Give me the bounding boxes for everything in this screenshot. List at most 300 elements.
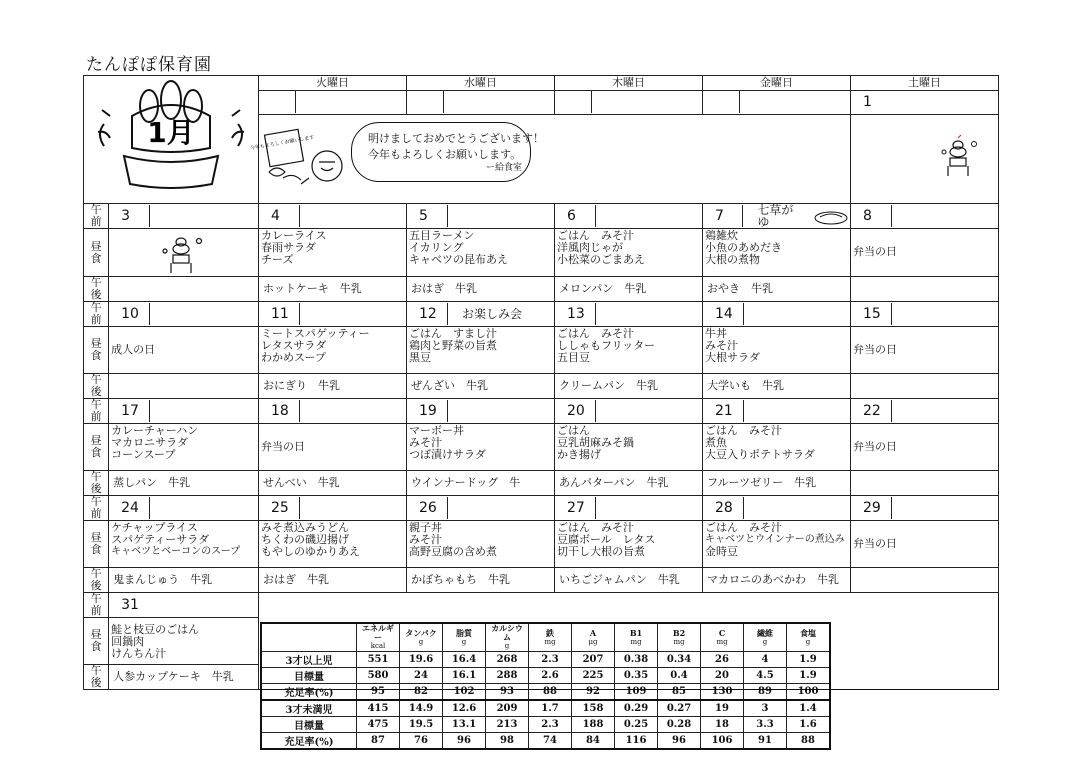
nutrient-unit: mg <box>673 637 685 646</box>
snack-cell <box>703 277 851 302</box>
lunch-label-char: 食 <box>90 446 102 459</box>
lunch-item: 黒豆 <box>409 351 431 364</box>
empty-date-cell <box>259 90 407 114</box>
lunch-menu <box>407 521 554 559</box>
lunch-item: 鶏肉と野菜の旨煮 <box>409 339 497 352</box>
morning-label-char: 前 <box>90 313 102 326</box>
date-cell <box>259 302 407 327</box>
nutrition-value: 580 <box>357 668 400 684</box>
lunch-menu <box>851 538 998 551</box>
nutrition-value: 1.4 <box>787 700 831 717</box>
card-text: 今年もよろしくお願いします <box>249 134 315 152</box>
nutrition-value: 207 <box>572 652 615 668</box>
lunch-item: 豆乳胡麻みそ鍋 <box>557 436 634 449</box>
date-cell-inner <box>109 497 258 519</box>
nutrition-value: 82 <box>400 684 443 701</box>
lunch-cell <box>703 229 851 277</box>
date-number: 31 <box>121 597 139 613</box>
nursery-name: たんぽぽ保育園 <box>86 55 212 75</box>
lunch-label <box>84 229 109 277</box>
date-divider <box>742 205 743 227</box>
lunch-item: 大豆入りポテトサラダ <box>705 448 815 461</box>
lunch-item: ごはん みそ汁 <box>705 424 782 437</box>
nutrition-value: 87 <box>357 733 400 750</box>
snack-item <box>109 379 113 392</box>
lunch-item: みそ煮込みうどん <box>261 521 349 534</box>
snack-item <box>109 282 113 295</box>
lunch-item: 煮魚 <box>705 436 727 449</box>
lunch-menu <box>259 327 406 365</box>
nutrition-value: 2.3 <box>529 652 572 668</box>
lunch-item: 弁当の日 <box>261 439 305 453</box>
weekday-fri: 金曜日 <box>703 76 851 91</box>
week-snack-row <box>84 374 999 399</box>
date-cell-inner <box>851 400 998 422</box>
snack-cell <box>407 471 555 496</box>
nutrition-row-label: 3才以上児 <box>261 652 357 668</box>
week-lunch-row <box>84 327 999 374</box>
nutrition-value: 0.28 <box>658 717 701 733</box>
nutrition-value: 0.34 <box>658 652 701 668</box>
nutrition-value: 19 <box>701 700 744 717</box>
date-divider <box>149 303 150 325</box>
snack-item <box>851 476 855 489</box>
morning-label-char: 前 <box>90 410 102 423</box>
snack-cell <box>109 665 259 690</box>
week-lunch-row <box>84 229 999 277</box>
afternoon-label <box>84 665 109 690</box>
nutrition-corner <box>261 623 357 652</box>
morning-label <box>84 496 109 521</box>
snack-cell <box>109 471 259 496</box>
afternoon-label-char: 午 <box>90 373 102 386</box>
date-divider <box>891 497 892 519</box>
greeting-cell <box>249 114 851 203</box>
nutrition-value: 188 <box>572 717 615 733</box>
nutrition-table <box>260 622 831 750</box>
date-cell-inner <box>407 303 554 325</box>
nutrient-unit: mg <box>544 637 556 646</box>
date-divider <box>447 205 448 227</box>
date-cell-inner <box>109 400 258 422</box>
snack-item: ぜんざい 牛乳 <box>411 379 488 392</box>
date-divider <box>891 205 892 227</box>
snack-item <box>851 573 855 586</box>
nutrition-value: 4 <box>744 652 787 668</box>
snack-item: ウインナードッグ 牛 <box>411 476 521 489</box>
nutrient-unit: g <box>418 637 424 646</box>
lunch-item: みそ汁 <box>705 339 738 352</box>
nutrition-value: 19.6 <box>400 652 443 668</box>
nutrition-value: 2.3 <box>529 717 572 733</box>
lunch-cell <box>259 327 407 374</box>
nutrition-value: 551 <box>357 652 400 668</box>
nutrition-value: 1.9 <box>787 668 831 684</box>
nutrient-name: B2 <box>672 627 686 638</box>
date-divider <box>743 400 744 422</box>
lunch-cell <box>109 327 259 374</box>
date-cell <box>407 496 555 521</box>
nutrient-unit: kcal <box>370 642 386 650</box>
lunch-item: イカリング <box>409 241 464 254</box>
nutrition-row-label: 3才未満児 <box>261 700 357 717</box>
lunch-menu <box>109 344 258 357</box>
nutrition-value: 93 <box>486 684 529 701</box>
lunch-item: チーズ <box>261 253 294 266</box>
week-date-row <box>84 204 999 229</box>
lunch-menu <box>555 327 702 365</box>
nutrition-value: 13.1 <box>443 717 486 733</box>
nutrient-unit: g <box>504 642 510 650</box>
nutrition-value: 0.29 <box>615 700 658 717</box>
lunch-item: ケチャップライス <box>111 521 198 534</box>
week-lunch-row <box>84 424 999 471</box>
empty-date-cell <box>555 90 703 114</box>
lunch-item: わかめスープ <box>261 351 326 364</box>
lunch-item: 弁当の日 <box>853 245 897 258</box>
nutrition-row-label: 充足率(%) <box>261 733 357 750</box>
nutrition-header <box>572 623 615 652</box>
month-label: 1月 <box>147 116 195 149</box>
lunch-label-char: 食 <box>90 349 102 362</box>
lunch-menu <box>109 521 258 559</box>
nutrition-value: 1.6 <box>787 717 831 733</box>
date-cell <box>555 302 703 327</box>
snack-cell <box>703 374 851 399</box>
week-snack-row <box>84 277 999 302</box>
nutrition-header <box>701 623 744 652</box>
date-number: 25 <box>271 500 289 516</box>
nutrition-header <box>486 623 529 652</box>
morning-label-char: 午 <box>90 592 102 605</box>
lunch-cell <box>851 327 999 374</box>
lunch-label <box>84 521 109 568</box>
lunch-menu <box>259 441 406 454</box>
nutrition-value: 2.6 <box>529 668 572 684</box>
date-number: 4 <box>271 208 280 224</box>
lunch-item: ごはん みそ汁 <box>705 521 782 534</box>
afternoon-label-char: 後 <box>90 482 102 495</box>
lunch-menu <box>703 327 850 365</box>
lunch-item: もやしのゆかりあえ <box>261 545 360 558</box>
morning-label-char: 前 <box>90 604 102 617</box>
date-cell <box>703 399 851 424</box>
afternoon-label-char: 午 <box>90 664 102 677</box>
lunch-item: 春雨サラダ <box>261 241 316 254</box>
nutrient-name: 鉄 <box>546 627 554 638</box>
snack-item: 大学いも 牛乳 <box>707 379 784 392</box>
nutrition-value: 20 <box>701 668 744 684</box>
lunch-item: 鶏雑炊 <box>705 229 738 242</box>
date-number: 13 <box>567 306 585 322</box>
date-divider <box>447 497 448 519</box>
menu-calendar <box>83 75 999 690</box>
lunch-menu <box>555 521 702 559</box>
snack-cell <box>851 471 999 496</box>
date-divider <box>299 497 300 519</box>
date-number: 17 <box>121 403 139 419</box>
lunch-menu <box>851 344 998 357</box>
date-cell-inner <box>555 205 702 227</box>
date-cell <box>703 204 851 229</box>
nutrition-value: 89 <box>744 684 787 701</box>
date-divider <box>149 497 150 519</box>
date-cell <box>109 204 259 229</box>
snack-item: あんバターパン 牛乳 <box>559 476 669 489</box>
date-cell-inner <box>703 303 850 325</box>
afternoon-label-char: 後 <box>90 288 102 301</box>
lunch-item: ごはん みそ汁 <box>557 327 634 340</box>
snack-item: クリームパン 牛乳 <box>559 379 658 392</box>
date-number: 10 <box>121 306 139 322</box>
greeting-line-2: 今年もよろしくお願いします。 <box>368 147 522 161</box>
snack-cell <box>259 471 407 496</box>
lunch-item: けんちん汁 <box>111 647 167 660</box>
week-snack-row <box>84 471 999 496</box>
date-cell <box>407 302 555 327</box>
nutrition-header <box>357 623 400 652</box>
nutrition-header <box>443 623 486 652</box>
date-divider <box>447 400 448 422</box>
date-number: 5 <box>419 208 428 224</box>
nutrition-value: 268 <box>486 652 529 668</box>
nutrition-value: 84 <box>572 733 615 750</box>
date-cell-inner <box>109 303 258 325</box>
date-cell-inner <box>703 205 850 227</box>
lunch-cell <box>109 229 259 277</box>
nutrition-row <box>261 717 830 733</box>
afternoon-label-char: 午 <box>90 276 102 289</box>
nutrient-name: タンパク <box>405 627 437 638</box>
date-divider <box>595 205 596 227</box>
snack-cell <box>407 568 555 593</box>
nutrient-unit: g <box>461 637 467 646</box>
date-cell <box>109 496 259 521</box>
lunch-label <box>84 327 109 374</box>
lunch-item: 五目豆 <box>557 351 590 364</box>
lunch-item: ごはん すまし汁 <box>409 327 497 340</box>
nutrient-name: 脂質 <box>456 627 472 638</box>
lunch-menu <box>555 424 702 462</box>
lunch-item: ししゃもフリッター <box>557 339 656 352</box>
lunch-item: みそ汁 <box>409 533 442 546</box>
morning-label-char: 午 <box>90 398 102 411</box>
date-cell <box>851 302 999 327</box>
date-number: 6 <box>567 208 576 224</box>
afternoon-label <box>84 277 109 302</box>
nutrition-value: 1.7 <box>529 700 572 717</box>
greeting-sign: ー給食室 <box>485 162 522 173</box>
lunch-menu <box>109 424 258 462</box>
lunch-item: かき揚げ <box>557 448 601 461</box>
nutrition-row-label: 目標量 <box>261 717 357 733</box>
nutrient-unit: g <box>805 637 811 646</box>
nutrition-value: 475 <box>357 717 400 733</box>
snack-item: おやき 牛乳 <box>707 282 773 295</box>
morning-label-char: 午 <box>90 301 102 314</box>
lunch-menu <box>851 441 998 454</box>
afternoon-label <box>84 471 109 496</box>
date-cell <box>259 204 407 229</box>
nutrient-name: カルシウム <box>491 623 523 642</box>
date-number: 8 <box>863 208 872 224</box>
nutrient-name: A <box>589 627 597 638</box>
lunch-item: 高野豆腐の含め煮 <box>409 545 497 558</box>
lunch-label <box>84 424 109 471</box>
date-divider <box>595 400 596 422</box>
lunch-item: ごはん みそ汁 <box>557 521 634 534</box>
date-cell <box>703 496 851 521</box>
snack-cell <box>259 568 407 593</box>
kagami-mochi-icon <box>159 231 209 275</box>
lunch-item: みそ汁 <box>409 436 442 449</box>
lunch-label-char: 食 <box>90 640 102 653</box>
snack-cell <box>555 277 703 302</box>
date-cell <box>851 204 999 229</box>
lunch-label-char: 食 <box>90 543 102 556</box>
nutrition-row <box>261 733 830 750</box>
snack-cell <box>703 471 851 496</box>
date-cell-inner <box>259 497 406 519</box>
lunch-menu <box>109 618 258 661</box>
nutrition-value: 92 <box>572 684 615 701</box>
morning-label-char: 前 <box>90 215 102 228</box>
date-cell-inner <box>851 497 998 519</box>
weekday-wed: 水曜日 <box>407 76 555 91</box>
empty-date-cell <box>703 90 851 114</box>
week-snack-row <box>84 568 999 593</box>
nutrition-value: 12.6 <box>443 700 486 717</box>
lunch-cell <box>851 424 999 471</box>
weekday-thu: 木曜日 <box>555 76 703 91</box>
lunch-cell <box>259 424 407 471</box>
date-cell <box>407 399 555 424</box>
nutrition-value: 76 <box>400 733 443 750</box>
greeting-bubble <box>351 122 544 182</box>
date-cell-inner <box>851 303 998 325</box>
date-divider <box>595 497 596 519</box>
date-cell <box>109 302 259 327</box>
morning-label <box>84 204 109 229</box>
date-cell <box>555 204 703 229</box>
snack-item: マカロニのあべかわ 牛乳 <box>707 573 839 586</box>
afternoon-label <box>84 374 109 399</box>
week-date-row <box>84 399 999 424</box>
nutrition-row-label: 充足率(%) <box>261 684 357 701</box>
afternoon-label-char: 午 <box>90 567 102 580</box>
lunch-item: コーンスープ <box>111 448 176 461</box>
snack-cell <box>407 374 555 399</box>
date-cell-inner <box>407 497 554 519</box>
nutrition-row <box>261 684 830 701</box>
nutrition-value: 109 <box>615 684 658 701</box>
snack-cell <box>851 277 999 302</box>
date-cell-inner <box>259 400 406 422</box>
date-number: 3 <box>121 208 131 224</box>
date-cell <box>703 302 851 327</box>
nutrition-value: 1.9 <box>787 652 831 668</box>
nutrient-unit: mg <box>716 637 728 646</box>
date-number: 11 <box>271 306 289 322</box>
lunch-cell <box>703 424 851 471</box>
morning-label <box>84 399 109 424</box>
lunch-cell <box>555 327 703 374</box>
nutrition-value: 74 <box>529 733 572 750</box>
lunch-item: 回鍋肉 <box>111 635 145 648</box>
morning-label <box>84 302 109 327</box>
date-number: 21 <box>715 403 733 419</box>
date-number: 15 <box>863 306 881 322</box>
lunch-item: つぼ漬けサラダ <box>409 448 486 461</box>
lunch-item: マカロニサラダ <box>111 436 189 449</box>
snack-cell <box>851 374 999 399</box>
lunch-menu <box>259 521 406 559</box>
nutrition-value: 18 <box>701 717 744 733</box>
lunch-cell <box>703 327 851 374</box>
lunch-item: ごはん みそ汁 <box>557 229 634 242</box>
date-divider <box>743 497 744 519</box>
snack-item: かぼちゃもち 牛乳 <box>411 573 510 586</box>
lunch-menu <box>703 229 850 267</box>
date-number: 19 <box>419 403 437 419</box>
snack-item: メロンパン 牛乳 <box>559 282 647 295</box>
date-divider <box>299 205 300 227</box>
lunch-item: 豆腐ボール レタス <box>557 533 656 546</box>
kagami-mochi-icon <box>938 132 998 182</box>
date-number: 28 <box>715 500 733 516</box>
lunch-menu <box>259 229 406 267</box>
nutrition-header <box>744 623 787 652</box>
lunch-item: 洋風肉じゃが <box>557 241 623 254</box>
nutrient-unit: g <box>762 637 768 646</box>
lunch-cell <box>555 229 703 277</box>
nutrition-header <box>400 623 443 652</box>
date-divider <box>891 303 892 325</box>
nutrition-value: 3.3 <box>744 717 787 733</box>
nutrition-value: 100 <box>787 684 831 701</box>
lunch-item: カレーチャーハン <box>111 424 199 437</box>
afternoon-label-char: 後 <box>90 385 102 398</box>
nutrition-row <box>261 700 830 717</box>
lunch-item: 金時豆 <box>705 545 738 558</box>
lunch-item: 五目ラーメン <box>409 229 475 242</box>
snack-cell <box>109 277 259 302</box>
lunch-item: 小松菜のごまあえ <box>557 253 645 266</box>
lunch-cell <box>703 521 851 568</box>
lunch-item: 成人の日 <box>111 342 156 356</box>
nutrition-row <box>261 668 830 684</box>
date-cell <box>851 399 999 424</box>
empty-date-cell <box>407 90 555 114</box>
snack-cell <box>851 568 999 593</box>
morning-label-char: 午 <box>90 203 102 216</box>
nutrition-value: 88 <box>787 733 831 750</box>
snack-item <box>851 379 855 392</box>
nutrition-value: 130 <box>701 684 744 701</box>
lunch-label-char: 昼 <box>90 337 102 350</box>
date-cell-inner <box>259 303 406 325</box>
nutrient-name: エネルギー <box>362 623 394 642</box>
date-divider <box>299 303 300 325</box>
snack-cell <box>703 568 851 593</box>
morning-label-char: 前 <box>90 507 102 520</box>
morning-label-char: 午 <box>90 495 102 508</box>
snack-cell <box>259 374 407 399</box>
nutrition-value: 91 <box>744 733 787 750</box>
date-number: 29 <box>863 500 881 516</box>
nutrition-value: 0.35 <box>615 668 658 684</box>
kagami-mochi-month-badge <box>84 76 258 200</box>
